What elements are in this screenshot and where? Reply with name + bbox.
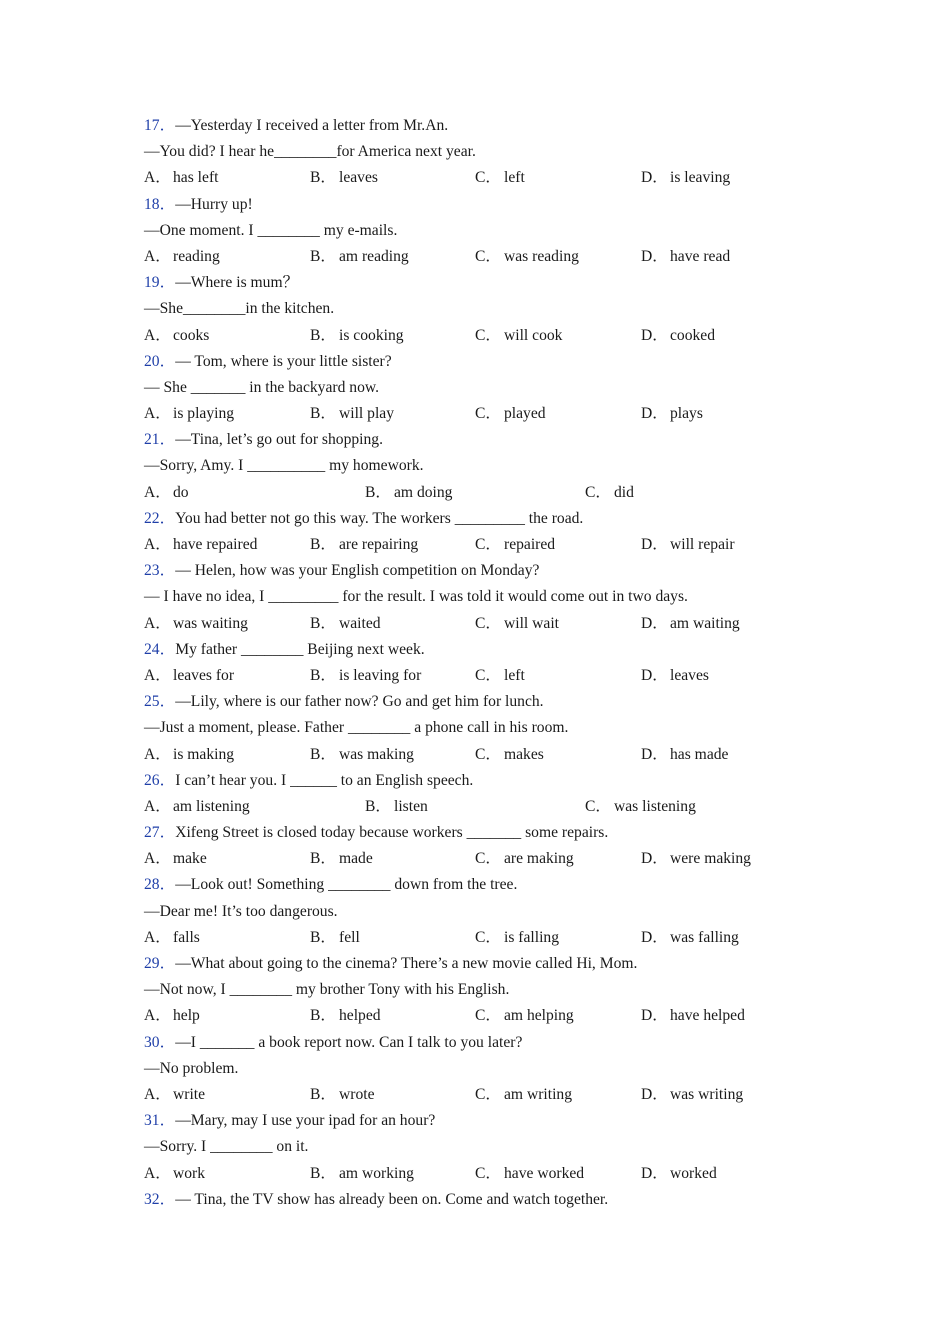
option-letter: C．	[475, 326, 501, 344]
question-prompt	[144, 951, 844, 977]
option-text: left	[504, 666, 525, 684]
question-prompt	[144, 872, 844, 898]
dialogue-line: —She________in the kitchen.	[144, 300, 335, 318]
option-letter: A．	[144, 169, 171, 187]
option-text: wrote	[339, 1085, 375, 1103]
option-text: am waiting	[670, 614, 740, 632]
option-text: leaves	[670, 666, 709, 684]
answer-options	[144, 742, 844, 768]
option-letter: A．	[144, 247, 171, 265]
option-letter: B．	[310, 1085, 336, 1103]
option-c	[585, 480, 634, 506]
dialogue-line: — I have no idea, I _________ for the result. I was told it would come out in two days.	[144, 588, 688, 606]
option-letter: B．	[310, 666, 336, 684]
question-number: 18．	[144, 195, 176, 213]
question-text: —Mary, may I use your ipad for an hour?	[175, 1112, 436, 1130]
option-d	[641, 846, 751, 872]
question-prompt	[144, 506, 844, 532]
option-text: is cooking	[339, 326, 404, 344]
option-letter: D．	[641, 169, 668, 187]
option-text: will repair	[670, 536, 735, 553]
option-text: cooked	[670, 326, 716, 344]
option-letter: C．	[475, 405, 501, 423]
answer-options	[144, 244, 844, 270]
option-letter: B．	[310, 1164, 336, 1182]
option-text: were making	[670, 850, 751, 868]
question-text: —What about going to the cinema? There’s a new movie called Hi, Mom.	[175, 955, 638, 972]
question-prompt	[144, 349, 844, 375]
answer-options	[144, 401, 844, 427]
option-letter: B．	[310, 247, 336, 265]
answer-options	[144, 1161, 844, 1187]
option-d	[641, 323, 715, 349]
question-number: 31．	[144, 1112, 176, 1130]
option-text: waited	[339, 614, 381, 632]
answer-options	[144, 663, 844, 689]
option-letter: C．	[475, 850, 501, 868]
option-c	[475, 1161, 584, 1187]
option-text: leaves for	[173, 666, 235, 684]
option-text: falls	[173, 928, 200, 946]
dialogue-line: —Sorry. I ________ on it.	[144, 1138, 309, 1156]
option-text: made	[339, 850, 373, 868]
option-text: is playing	[173, 405, 235, 423]
option-letter: A．	[144, 1007, 171, 1025]
option-letter: B．	[310, 614, 336, 632]
option-letter: D．	[641, 1164, 668, 1182]
option-text: are making	[504, 850, 574, 868]
answer-options	[144, 1082, 844, 1108]
option-letter: C．	[475, 928, 501, 946]
question-text: —Where is mum？	[175, 274, 299, 292]
option-letter: C．	[585, 483, 611, 501]
option-letter: A．	[144, 1085, 171, 1103]
question-text: — Tom, where is your little sister?	[175, 352, 392, 370]
question-text: —Lily, where is our father now? Go and get him for lunch.	[175, 693, 544, 711]
option-text: leaves	[339, 169, 378, 187]
option-a	[144, 532, 257, 558]
question-number: 26．	[144, 771, 176, 789]
option-text: cooks	[173, 326, 210, 344]
answer-options	[144, 1003, 844, 1029]
option-a	[144, 1161, 205, 1187]
option-a	[144, 611, 248, 637]
option-letter: C．	[475, 1164, 501, 1182]
option-a	[144, 846, 207, 872]
option-letter: A．	[144, 614, 171, 632]
option-text: make	[173, 850, 207, 868]
answer-options	[144, 480, 844, 506]
question-text: —Hurry up!	[175, 195, 253, 213]
option-text: am writing	[504, 1085, 572, 1103]
dialogue-line: —No problem.	[144, 1059, 239, 1077]
question-number: 30．	[144, 1033, 176, 1051]
option-text: was listening	[614, 797, 696, 815]
option-letter: B．	[310, 1007, 336, 1025]
option-letter: B．	[310, 405, 336, 423]
option-letter: B．	[310, 745, 336, 763]
option-d	[641, 611, 740, 637]
dialogue-line: —Sorry, Amy. I __________ my homework.	[144, 457, 424, 475]
option-text: helped	[339, 1007, 381, 1025]
question-number: 19．	[144, 274, 176, 292]
option-letter: D．	[641, 326, 668, 344]
dialogue-line: —One moment. I ________ my e-mails.	[144, 221, 398, 239]
option-a	[144, 1082, 205, 1108]
option-letter: B．	[365, 483, 391, 501]
option-b	[310, 1003, 381, 1029]
option-d	[641, 401, 703, 427]
option-text: is making	[173, 745, 235, 763]
option-d	[641, 742, 728, 768]
option-text: am working	[339, 1164, 414, 1182]
option-a	[144, 1003, 200, 1029]
option-letter: D．	[641, 1085, 668, 1103]
option-text: work	[173, 1164, 206, 1182]
question-text: I can’t hear you. I ______ to an English speech.	[175, 771, 474, 789]
question-prompt	[144, 558, 844, 584]
option-a	[144, 165, 218, 191]
option-c	[475, 846, 574, 872]
dialogue-line: —Just a moment, please. Father ________ a phone call in his room.	[144, 719, 569, 737]
option-letter: C．	[585, 797, 611, 815]
option-text: was writing	[670, 1085, 744, 1103]
option-d	[641, 244, 730, 270]
option-letter: A．	[144, 928, 171, 946]
option-c	[585, 794, 696, 820]
option-letter: C．	[475, 536, 501, 553]
option-text: are repairing	[339, 536, 419, 553]
option-text: am listening	[173, 797, 250, 815]
option-letter: D．	[641, 1007, 668, 1025]
option-a	[144, 925, 200, 951]
option-letter: D．	[641, 850, 668, 868]
question-number: 20．	[144, 352, 176, 370]
option-c	[475, 323, 562, 349]
option-b	[310, 323, 404, 349]
question-text: You had better not go this way. The workers _________ the road.	[175, 509, 584, 527]
option-text: did	[614, 483, 634, 501]
answer-options	[144, 794, 844, 820]
option-text: do	[173, 483, 189, 501]
option-c	[475, 1003, 574, 1029]
option-a	[144, 794, 250, 820]
option-letter: B．	[310, 169, 336, 187]
option-letter: D．	[641, 745, 668, 763]
question-prompt	[144, 637, 844, 663]
option-c	[475, 611, 559, 637]
option-letter: C．	[475, 247, 501, 265]
option-letter: C．	[475, 745, 501, 763]
question-prompt	[144, 1108, 844, 1134]
option-letter: C．	[475, 1085, 501, 1103]
option-a	[144, 663, 234, 689]
question-prompt	[144, 768, 844, 794]
option-b	[310, 1161, 414, 1187]
question-number: 23．	[144, 562, 176, 580]
option-text: am helping	[504, 1007, 574, 1025]
dialogue-line: —Dear me! It’s too dangerous.	[144, 902, 338, 920]
option-c	[475, 925, 559, 951]
option-c	[475, 532, 555, 558]
option-text: played	[504, 405, 546, 423]
answer-options	[144, 925, 844, 951]
question-prompt	[144, 1187, 844, 1213]
option-text: help	[173, 1007, 200, 1025]
option-a	[144, 480, 189, 506]
option-c	[475, 401, 546, 427]
question-text: — Helen, how was your English competition on Monday?	[175, 562, 540, 580]
option-b	[310, 742, 414, 768]
option-text: is falling	[504, 928, 560, 946]
option-text: is leaving for	[339, 666, 422, 684]
answer-options	[144, 165, 844, 191]
option-letter: A．	[144, 1164, 171, 1182]
option-letter: D．	[641, 247, 668, 265]
option-b	[310, 165, 378, 191]
option-c	[475, 663, 525, 689]
question-text: —I _______ a book report now. Can I talk to you later?	[175, 1033, 523, 1051]
option-letter: A．	[144, 797, 171, 815]
option-letter: A．	[144, 666, 171, 684]
answer-options	[144, 846, 844, 872]
question-prompt	[144, 1030, 844, 1056]
question-number: 29．	[144, 955, 176, 972]
question-number: 28．	[144, 876, 176, 894]
option-text: is leaving	[670, 169, 731, 187]
option-letter: A．	[144, 326, 171, 344]
option-text: will play	[339, 405, 395, 423]
option-text: repaired	[504, 536, 556, 553]
option-text: has left	[173, 169, 219, 187]
option-text: write	[173, 1085, 206, 1103]
option-text: makes	[504, 745, 544, 763]
option-text: was waiting	[173, 614, 248, 632]
question-text: —Yesterday I received a letter from Mr.An.	[175, 117, 449, 134]
question-prompt	[144, 820, 844, 846]
option-text: left	[504, 169, 525, 187]
option-letter: A．	[144, 405, 171, 423]
option-text: have worked	[504, 1164, 585, 1182]
option-text: reading	[173, 247, 220, 265]
option-text: will cook	[504, 326, 563, 344]
dialogue-line: —Not now, I ________ my brother Tony with his English.	[144, 981, 510, 999]
option-text: have helped	[670, 1007, 745, 1025]
option-b	[310, 401, 394, 427]
question-list	[144, 113, 844, 1213]
option-letter: C．	[475, 666, 501, 684]
option-letter: D．	[641, 405, 668, 423]
option-text: am reading	[339, 247, 409, 265]
option-d	[641, 532, 735, 558]
question-text: My father ________ Beijing next week.	[175, 640, 425, 658]
answer-options	[144, 532, 844, 558]
answer-options	[144, 323, 844, 349]
option-text: will wait	[504, 614, 560, 632]
option-c	[475, 165, 525, 191]
option-letter: D．	[641, 536, 668, 553]
option-c	[475, 1082, 572, 1108]
question-number: 22．	[144, 509, 176, 527]
option-text: have repaired	[173, 536, 258, 553]
option-b	[310, 925, 360, 951]
option-text: was reading	[504, 247, 579, 265]
option-letter: B．	[310, 928, 336, 946]
option-a	[144, 323, 209, 349]
option-letter: A．	[144, 483, 171, 501]
option-b	[310, 846, 373, 872]
question-number: 27．	[144, 824, 176, 842]
option-text: was making	[339, 745, 414, 763]
question-prompt	[144, 270, 844, 296]
option-text: was falling	[670, 928, 739, 946]
option-b	[310, 1082, 375, 1108]
option-letter: A．	[144, 850, 171, 868]
option-a	[144, 742, 234, 768]
option-b	[310, 532, 418, 558]
option-d	[641, 925, 739, 951]
question-prompt	[144, 427, 844, 453]
option-b	[310, 663, 421, 689]
question-prompt	[144, 192, 844, 218]
question-text: —Look out! Something ________ down from the tree.	[175, 876, 518, 894]
question-text: —Tina, let’s go out for shopping.	[175, 431, 383, 449]
option-letter: D．	[641, 928, 668, 946]
option-letter: A．	[144, 745, 171, 763]
question-prompt	[144, 113, 844, 139]
option-text: am doing	[394, 483, 453, 501]
option-text: have read	[670, 247, 731, 265]
option-letter: B．	[365, 797, 391, 815]
question-number: 21．	[144, 431, 176, 449]
question-text: — Tina, the TV show has already been on. Come and watch together.	[175, 1190, 609, 1208]
option-d	[641, 165, 730, 191]
question-text: Xifeng Street is closed today because workers _______ some repairs.	[175, 824, 609, 842]
question-number: 25．	[144, 693, 176, 711]
question-prompt	[144, 689, 844, 715]
option-letter: B．	[310, 326, 336, 344]
option-b	[365, 480, 452, 506]
option-letter: B．	[310, 850, 336, 868]
dialogue-line: —You did? I hear he________for America next year.	[144, 143, 476, 161]
option-b	[310, 611, 381, 637]
option-letter: D．	[641, 614, 668, 632]
answer-options	[144, 611, 844, 637]
option-text: fell	[339, 928, 360, 946]
option-d	[641, 1003, 745, 1029]
question-number: 32．	[144, 1190, 176, 1208]
option-text: has made	[670, 745, 729, 763]
question-number: 24．	[144, 640, 176, 658]
option-letter: D．	[641, 666, 668, 684]
option-a	[144, 244, 220, 270]
option-d	[641, 1161, 717, 1187]
option-a	[144, 401, 234, 427]
option-text: plays	[670, 405, 703, 423]
option-b	[310, 244, 409, 270]
option-text: listen	[394, 797, 428, 815]
option-letter: B．	[310, 536, 336, 553]
option-c	[475, 244, 579, 270]
option-letter: C．	[475, 169, 501, 187]
option-letter: C．	[475, 1007, 501, 1025]
option-b	[365, 794, 428, 820]
dialogue-line: — She _______ in the backyard now.	[144, 378, 380, 396]
option-d	[641, 1082, 743, 1108]
option-text: worked	[670, 1164, 717, 1182]
option-c	[475, 742, 544, 768]
option-d	[641, 663, 709, 689]
option-letter: C．	[475, 614, 501, 632]
option-letter: A．	[144, 536, 171, 553]
question-number: 17．	[144, 117, 176, 134]
